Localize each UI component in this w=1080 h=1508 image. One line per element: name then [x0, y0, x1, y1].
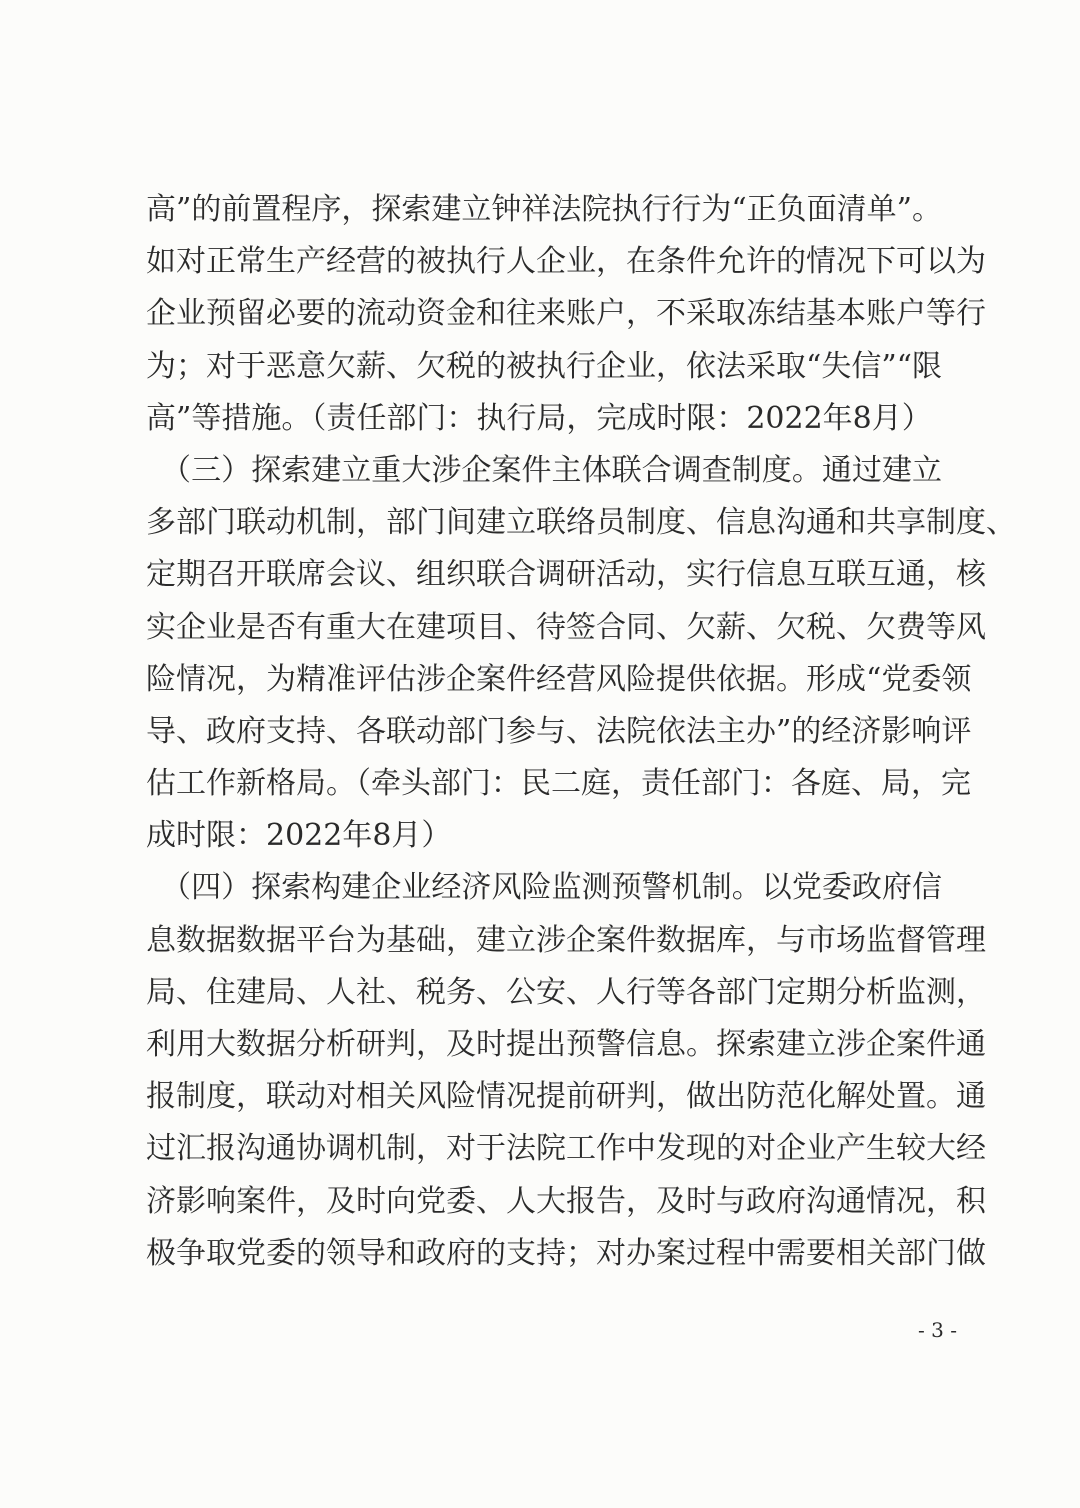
text-line: 多部门联动机制，部门间建立联络员制度、信息沟通和共享制度、: [146, 505, 1016, 541]
text-line: 局、住建局、人社、税务、公安、人行等各部门定期分析监测，: [146, 974, 986, 1010]
text-line: 过汇报沟通协调机制，对于法院工作中发现的对企业产生较大经: [146, 1131, 986, 1167]
text-line: 企业预留必要的流动资金和往来账户，不采取冻结基本账户等行: [146, 296, 986, 332]
text-line: （三）探索建立重大涉企案件主体联合调查制度。通过建立: [146, 452, 942, 488]
text-line: 导、政府支持、各联动部门参与、法院依法主办”的经济影响评: [146, 713, 972, 749]
page-number: - 3 -: [918, 1318, 957, 1342]
text-line: 高”等措施。（责任部门：执行局，完成时限：2022年8月）: [146, 400, 932, 436]
text-line: 实企业是否有重大在建项目、待签合同、欠薪、欠税、欠费等风: [146, 609, 986, 645]
text-line: 定期召开联席会议、组织联合调研活动，实行信息互联互通，核: [146, 557, 986, 593]
text-line: 息数据数据平台为基础，建立涉企案件数据库，与市场监督管理: [146, 922, 986, 958]
text-line: 利用大数据分析研判，及时提出预警信息。探索建立涉企案件通: [146, 1027, 986, 1062]
text-line: 险情况，为精准评估涉企案件经营风险提供依据。形成“党委领: [146, 661, 972, 697]
text-line: （四）探索构建企业经济风险监测预警机制。以党委政府信: [146, 870, 942, 906]
text-line: 报制度，联动对相关风险情况提前研判，做出防范化解处置。通: [146, 1079, 986, 1115]
text-line: 如对正常生产经营的被执行人企业，在条件允许的情况下可以为: [146, 244, 986, 280]
text-line: 高”的前置程序，探索建立钟祥法院执行行为“正负面清单”。: [146, 192, 943, 227]
text-line: 极争取党委的领导和政府的支持；对办案过程中需要相关部门做: [146, 1235, 986, 1271]
text-line: 为；对于恶意欠薪、欠税的被执行企业，依法采取“失信”“限: [146, 348, 943, 384]
text-line: 成时限：2022年8月）: [146, 818, 452, 854]
text-line: 估工作新格局。（牵头部门：民二庭，责任部门：各庭、局，完: [146, 766, 971, 802]
text-line: 济影响案件，及时向党委、人大报告，及时与政府沟通情况，积: [146, 1183, 986, 1219]
body-text: [146, 184, 1016, 1280]
